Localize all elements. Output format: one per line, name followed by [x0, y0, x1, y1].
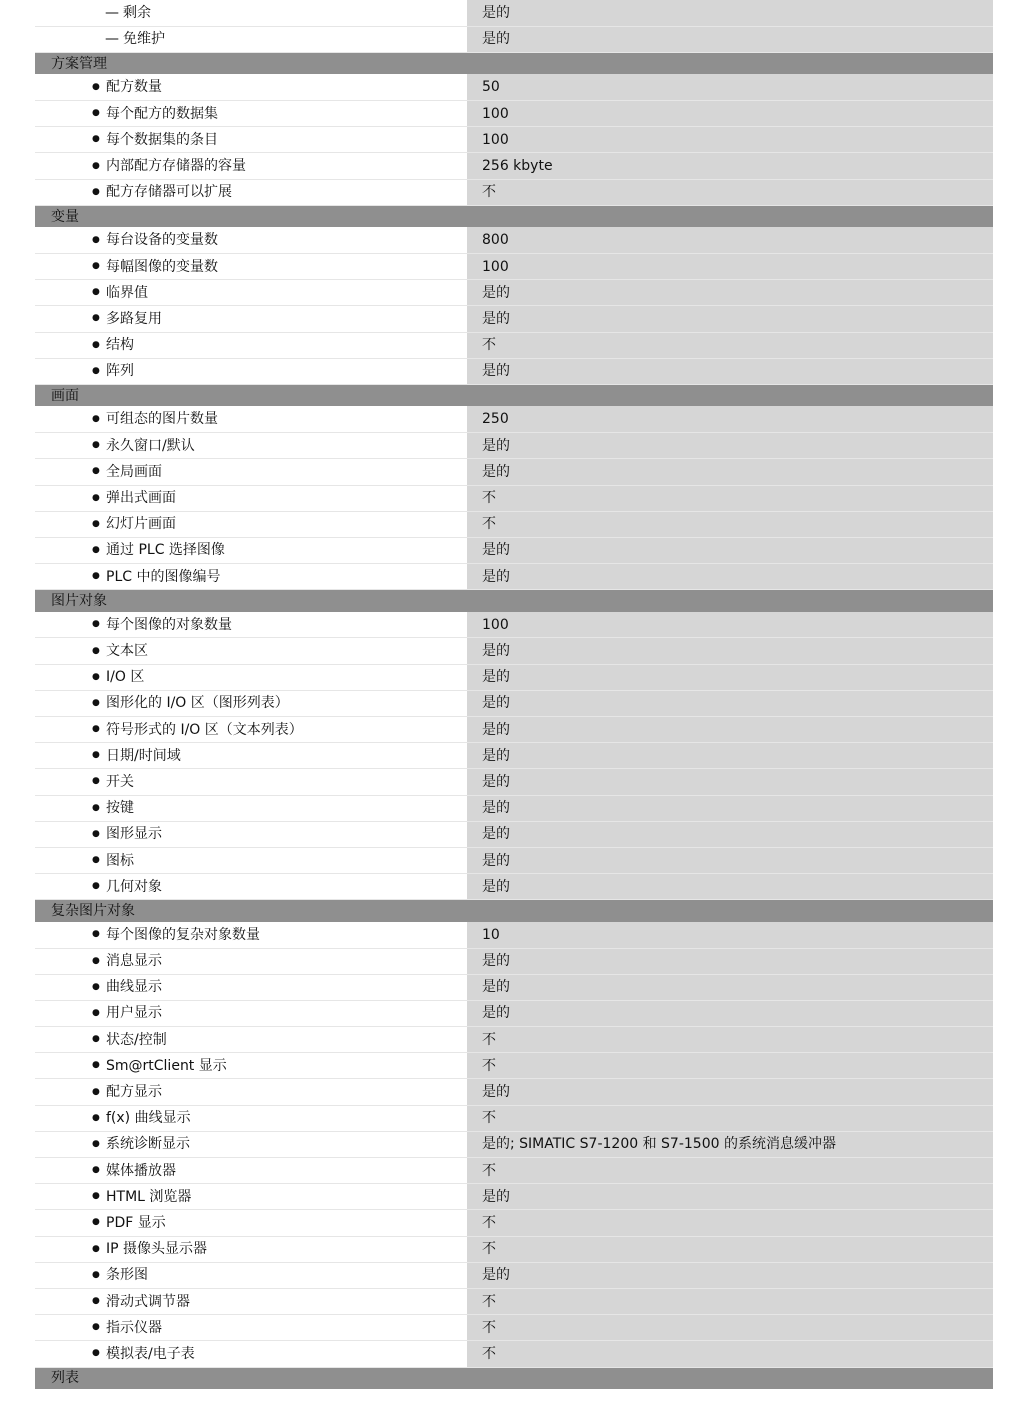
table-row — [35, 1288, 993, 1314]
table-row — [35, 1027, 993, 1053]
bullet-icon: ● — [92, 855, 100, 866]
row-value: 100 — [467, 612, 993, 638]
table-row — [35, 1131, 993, 1157]
row-label-cell — [35, 1315, 467, 1341]
table-row — [35, 306, 993, 332]
section-title: 列表 — [35, 1367, 993, 1389]
row-value: 256 kbyte — [467, 153, 993, 179]
row-value: 是的 — [467, 821, 993, 847]
row-label: 图标 — [106, 852, 134, 869]
row-label: 幻灯片画面 — [106, 516, 176, 533]
bullet-icon: ● — [92, 234, 100, 245]
row-label: 临界值 — [106, 284, 148, 301]
table-row — [35, 922, 993, 948]
bullet-icon: ● — [92, 1060, 100, 1071]
section-title: 图片对象 — [35, 590, 993, 612]
table-row — [35, 26, 993, 52]
section-title: 画面 — [35, 384, 993, 406]
row-label-cell — [35, 847, 467, 873]
bullet-icon: ● — [92, 466, 100, 477]
row-label: 状态/控制 — [106, 1031, 167, 1048]
bullet-icon: ● — [92, 1086, 100, 1097]
row-value: 是的 — [467, 358, 993, 384]
row-label: IP 摄像头显示器 — [106, 1241, 208, 1258]
row-label: f(x) 曲线显示 — [106, 1110, 191, 1127]
row-label: 免维护 — [123, 31, 165, 48]
row-label: 每幅图像的变量数 — [106, 258, 218, 275]
row-label: 滑动式调节器 — [106, 1293, 190, 1310]
row-label-cell — [35, 874, 467, 900]
row-value: 不 — [467, 1158, 993, 1184]
bullet-icon: ● — [92, 1348, 100, 1359]
row-label-cell — [35, 511, 467, 537]
row-label: I/O 区 — [106, 669, 145, 686]
bullet-icon: ● — [92, 1296, 100, 1307]
row-label-cell — [35, 1053, 467, 1079]
bullet-icon: ● — [92, 1243, 100, 1254]
section-header — [35, 900, 993, 922]
row-label: 弹出式画面 — [106, 490, 176, 507]
row-label: 媒体播放器 — [106, 1162, 176, 1179]
bullet-icon: ● — [92, 881, 100, 892]
row-label: 每个配方的数据集 — [106, 105, 218, 122]
row-label-cell — [35, 101, 467, 127]
row-value: 是的 — [467, 974, 993, 1000]
section-title: 方案管理 — [35, 52, 993, 74]
row-label-cell — [35, 1079, 467, 1105]
table-row — [35, 743, 993, 769]
section-header — [35, 590, 993, 612]
row-label: 每个图像的复杂对象数量 — [106, 926, 260, 943]
row-label: PLC 中的图像编号 — [106, 568, 221, 585]
table-row — [35, 564, 993, 590]
row-label-cell — [35, 74, 467, 100]
spec-table-body — [35, 0, 993, 1389]
row-value: 是的 — [467, 847, 993, 873]
row-label: 每个数据集的条目 — [106, 131, 218, 148]
row-value: 是的 — [467, 690, 993, 716]
row-label: 系统诊断显示 — [106, 1136, 190, 1153]
row-label-cell — [35, 332, 467, 358]
bullet-icon: ● — [92, 160, 100, 171]
table-row — [35, 406, 993, 432]
row-label-cell — [35, 26, 467, 52]
row-value: 是的 — [467, 0, 993, 26]
table-row — [35, 153, 993, 179]
row-label-cell — [35, 1210, 467, 1236]
bullet-icon: ● — [92, 645, 100, 656]
bullet-icon: ● — [92, 828, 100, 839]
row-value: 是的 — [467, 564, 993, 590]
row-label-cell — [35, 459, 467, 485]
bullet-icon: ● — [92, 413, 100, 424]
row-label-cell — [35, 153, 467, 179]
row-value: 是的 — [467, 1000, 993, 1026]
row-label-cell — [35, 743, 467, 769]
row-value: 不 — [467, 1053, 993, 1079]
table-row — [35, 1236, 993, 1262]
table-row — [35, 280, 993, 306]
row-value: 是的 — [467, 1079, 993, 1105]
row-value: 50 — [467, 74, 993, 100]
bullet-icon: ● — [92, 108, 100, 119]
row-value: 不 — [467, 1105, 993, 1131]
table-row — [35, 612, 993, 638]
row-label: 全局画面 — [106, 463, 162, 480]
bullet-icon: ● — [92, 1191, 100, 1202]
row-label-cell — [35, 406, 467, 432]
bullet-icon: ● — [92, 1007, 100, 1018]
section-header — [35, 1367, 993, 1389]
table-row — [35, 485, 993, 511]
row-value: 不 — [467, 332, 993, 358]
row-value: 是的 — [467, 638, 993, 664]
row-label: 图形显示 — [106, 826, 162, 843]
row-value: 100 — [467, 101, 993, 127]
row-label-cell — [35, 1000, 467, 1026]
row-label: 多路复用 — [106, 310, 162, 327]
bullet-icon: ● — [92, 929, 100, 940]
bullet-icon: ● — [92, 81, 100, 92]
row-label: 条形图 — [106, 1267, 148, 1284]
bullet-icon: ● — [92, 802, 100, 813]
bullet-icon: ● — [92, 1165, 100, 1176]
table-row — [35, 717, 993, 743]
row-label-cell — [35, 280, 467, 306]
bullet-icon: ● — [92, 981, 100, 992]
row-label: 日期/时间域 — [106, 747, 181, 764]
table-row — [35, 874, 993, 900]
table-row — [35, 821, 993, 847]
row-label: 曲线显示 — [106, 979, 162, 996]
row-value: 800 — [467, 227, 993, 253]
row-label-cell — [35, 1341, 467, 1367]
row-label-cell — [35, 922, 467, 948]
row-label: 开关 — [106, 773, 134, 790]
row-label: PDF 显示 — [106, 1214, 166, 1231]
row-label-cell — [35, 795, 467, 821]
row-label-cell — [35, 638, 467, 664]
row-label: 每台设备的变量数 — [106, 232, 218, 249]
row-label: 符号形式的 I/O 区（文本列表） — [106, 721, 303, 738]
table-row — [35, 537, 993, 563]
row-label: 消息显示 — [106, 953, 162, 970]
row-value: 100 — [467, 254, 993, 280]
row-label: 每个图像的对象数量 — [106, 616, 232, 633]
row-label: 剩余 — [123, 4, 151, 21]
row-label-cell — [35, 433, 467, 459]
row-value: 不 — [467, 1288, 993, 1314]
row-label-cell — [35, 306, 467, 332]
row-value: 是的; SIMATIC S7-1200 和 S7-1500 的系统消息缓冲器 — [467, 1131, 993, 1157]
row-value: 不 — [467, 485, 993, 511]
row-value: 不 — [467, 1210, 993, 1236]
table-row — [35, 1053, 993, 1079]
row-value: 不 — [467, 1341, 993, 1367]
bullet-icon: ● — [92, 440, 100, 451]
bullet-icon: ● — [92, 339, 100, 350]
table-row — [35, 1158, 993, 1184]
row-value: 是的 — [467, 717, 993, 743]
section-header — [35, 52, 993, 74]
bullet-icon: ● — [92, 1269, 100, 1280]
table-row — [35, 1341, 993, 1367]
row-value: 是的 — [467, 26, 993, 52]
row-label: 阵列 — [106, 363, 134, 380]
row-label-cell — [35, 717, 467, 743]
table-row — [35, 1184, 993, 1210]
row-value: 不 — [467, 1236, 993, 1262]
row-label: 用户显示 — [106, 1005, 162, 1022]
table-row — [35, 1105, 993, 1131]
row-label: 内部配方存储器的容量 — [106, 158, 246, 175]
row-label-cell — [35, 612, 467, 638]
table-row — [35, 795, 993, 821]
row-label-cell — [35, 0, 467, 26]
row-value: 是的 — [467, 874, 993, 900]
bullet-icon: ● — [92, 544, 100, 555]
row-label-cell — [35, 127, 467, 153]
row-label-cell — [35, 1184, 467, 1210]
row-value: 是的 — [467, 280, 993, 306]
table-row — [35, 74, 993, 100]
row-value: 是的 — [467, 948, 993, 974]
dash-icon: — — [105, 31, 119, 48]
row-label: 结构 — [106, 337, 134, 354]
row-label: 配方数量 — [106, 79, 162, 96]
row-label-cell — [35, 664, 467, 690]
row-value: 是的 — [467, 306, 993, 332]
row-value: 是的 — [467, 743, 993, 769]
row-label-cell — [35, 358, 467, 384]
row-label: 配方显示 — [106, 1084, 162, 1101]
bullet-icon: ● — [92, 571, 100, 582]
row-label: 指示仪器 — [106, 1319, 162, 1336]
row-label-cell — [35, 179, 467, 205]
row-label-cell — [35, 1262, 467, 1288]
dash-icon: — — [105, 4, 119, 21]
row-label: 永久窗口/默认 — [106, 437, 195, 454]
bullet-icon: ● — [92, 518, 100, 529]
section-title: 复杂图片对象 — [35, 900, 993, 922]
table-row — [35, 769, 993, 795]
bullet-icon: ● — [92, 955, 100, 966]
row-label-cell — [35, 537, 467, 563]
table-row — [35, 511, 993, 537]
row-label-cell — [35, 485, 467, 511]
row-label: 模拟表/电子表 — [106, 1345, 195, 1362]
table-row — [35, 332, 993, 358]
row-label-cell — [35, 1027, 467, 1053]
row-value: 不 — [467, 179, 993, 205]
table-row — [35, 664, 993, 690]
bullet-icon: ● — [92, 261, 100, 272]
row-label-cell — [35, 254, 467, 280]
row-label-cell — [35, 227, 467, 253]
bullet-icon: ● — [92, 1112, 100, 1123]
bullet-icon: ● — [92, 776, 100, 787]
table-row — [35, 433, 993, 459]
table-row — [35, 847, 993, 873]
row-value: 是的 — [467, 433, 993, 459]
section-header — [35, 384, 993, 406]
bullet-icon: ● — [92, 697, 100, 708]
bullet-icon: ● — [92, 750, 100, 761]
bullet-icon: ● — [92, 671, 100, 682]
table-row — [35, 974, 993, 1000]
section-header — [35, 205, 993, 227]
row-value: 是的 — [467, 1262, 993, 1288]
row-label: 几何对象 — [106, 878, 162, 895]
table-row — [35, 101, 993, 127]
row-label: HTML 浏览器 — [106, 1188, 192, 1205]
row-value: 是的 — [467, 537, 993, 563]
row-value: 是的 — [467, 664, 993, 690]
row-label: 按键 — [106, 800, 134, 817]
row-label: 文本区 — [106, 643, 148, 660]
table-row — [35, 1000, 993, 1026]
row-label-cell — [35, 974, 467, 1000]
table-row — [35, 1079, 993, 1105]
bullet-icon: ● — [92, 619, 100, 630]
row-label-cell — [35, 1158, 467, 1184]
bullet-icon: ● — [92, 287, 100, 298]
table-row — [35, 254, 993, 280]
table-row — [35, 1262, 993, 1288]
spec-table — [35, 0, 993, 1389]
table-row — [35, 459, 993, 485]
row-value: 不 — [467, 1027, 993, 1053]
row-label-cell — [35, 564, 467, 590]
row-value: 250 — [467, 406, 993, 432]
row-value: 是的 — [467, 769, 993, 795]
row-label-cell — [35, 1105, 467, 1131]
row-label: 可组态的图片数量 — [106, 411, 218, 428]
table-row — [35, 690, 993, 716]
row-label-cell — [35, 948, 467, 974]
bullet-icon: ● — [92, 1217, 100, 1228]
table-row — [35, 0, 993, 26]
section-title: 变量 — [35, 205, 993, 227]
row-value: 100 — [467, 127, 993, 153]
row-label: 图形化的 I/O 区（图形列表） — [106, 695, 289, 712]
row-label: Sm@rtClient 显示 — [106, 1057, 227, 1074]
row-value: 是的 — [467, 795, 993, 821]
row-value: 是的 — [467, 459, 993, 485]
row-label-cell — [35, 821, 467, 847]
bullet-icon: ● — [92, 1322, 100, 1333]
row-value: 不 — [467, 1315, 993, 1341]
bullet-icon: ● — [92, 724, 100, 735]
row-value: 10 — [467, 922, 993, 948]
table-row — [35, 127, 993, 153]
row-label-cell — [35, 1288, 467, 1314]
bullet-icon: ● — [92, 492, 100, 503]
row-value: 是的 — [467, 1184, 993, 1210]
bullet-icon: ● — [92, 134, 100, 145]
table-row — [35, 358, 993, 384]
bullet-icon: ● — [92, 365, 100, 376]
row-label: 配方存储器可以扩展 — [106, 184, 232, 201]
row-label-cell — [35, 769, 467, 795]
table-row — [35, 638, 993, 664]
row-value: 不 — [467, 511, 993, 537]
row-label-cell — [35, 690, 467, 716]
table-row — [35, 179, 993, 205]
table-row — [35, 1210, 993, 1236]
row-label: 通过 PLC 选择图像 — [106, 542, 225, 559]
bullet-icon: ● — [92, 186, 100, 197]
table-row — [35, 1315, 993, 1341]
row-label-cell — [35, 1131, 467, 1157]
bullet-icon: ● — [92, 313, 100, 324]
row-label-cell — [35, 1236, 467, 1262]
bullet-icon: ● — [92, 1138, 100, 1149]
table-row — [35, 227, 993, 253]
bullet-icon: ● — [92, 1034, 100, 1045]
table-row — [35, 948, 993, 974]
